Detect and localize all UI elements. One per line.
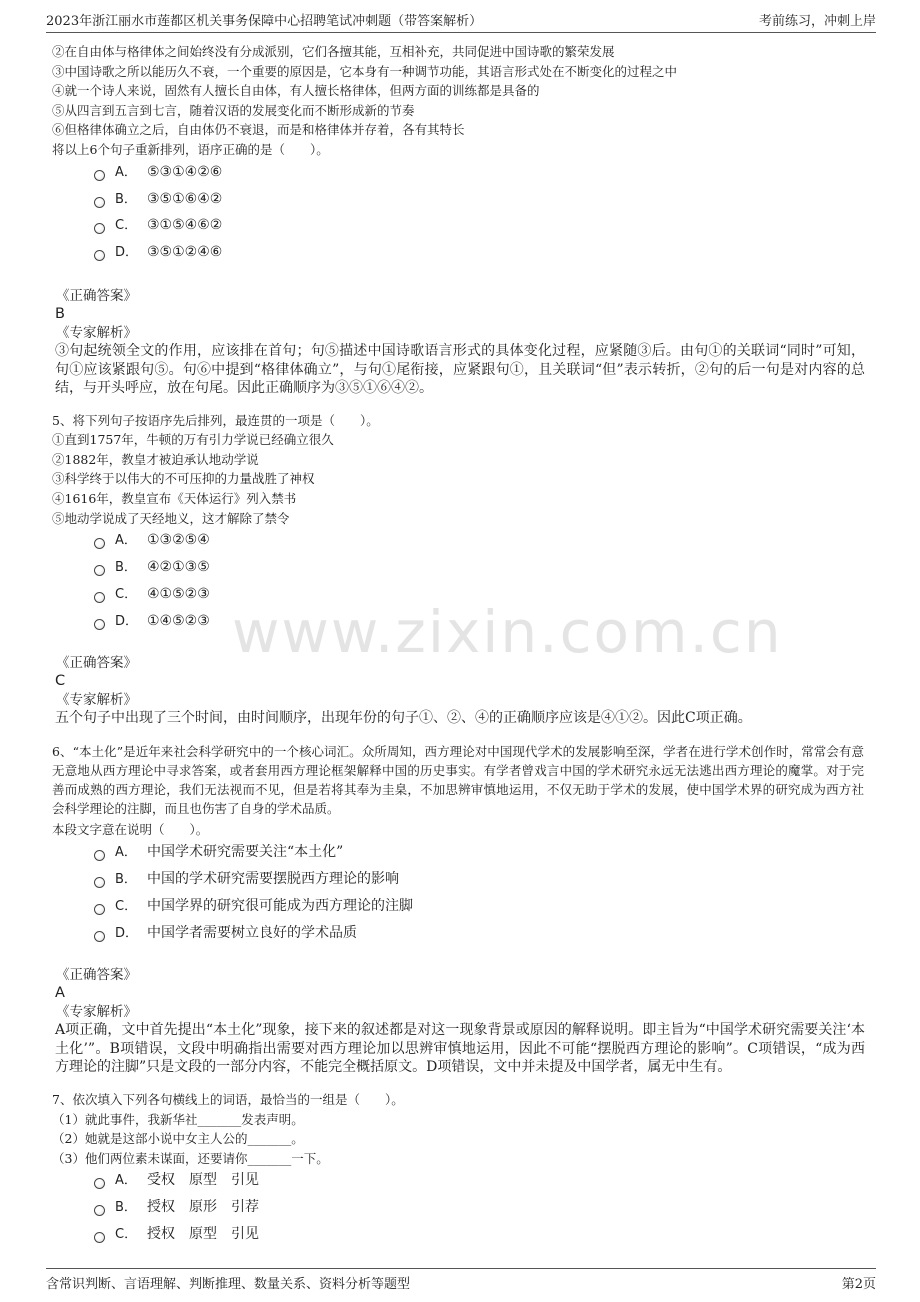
q5-sentence: ①直到1757年，牛顿的万有引力学说已经确立很久 [52, 432, 334, 447]
header-title: 2023年浙江丽水市莲都区机关事务保障中心招聘笔试冲刺题（带答案解析） [46, 14, 483, 29]
analysis-heading: 《专家解析》 [56, 692, 137, 708]
radio-button-icon[interactable] [94, 170, 105, 181]
radio-button-icon[interactable] [94, 619, 105, 630]
q7-option-a[interactable]: A． 受权 原型 引见 [94, 1169, 259, 1191]
q4-option-a[interactable]: A． ⑤③①④②⑥ [94, 161, 222, 183]
q4-sentence: ②在自由体与格律体之间始终没有分成派别，它们各擅其能，互相补充，共同促进中国诗歌的繁荣发展 [52, 44, 615, 59]
q7-item: （3）他们两位素未谋面，还要请你_______一下。 [52, 1151, 329, 1166]
answer-heading: 《正确答案》 [56, 967, 137, 983]
analysis-text: A项正确，文中首先提出“本土化”现象，接下来的叙述都是对这一现象背景或原因的解释说明。即主旨为“中国学术研究需要关注‘本土化’”。B项错误，文段中明确指出需要对西方理论加以思辨审慎地运用，因此不可能“摆脱西方理论的影响”。C项错误，“成为西方理论的注脚”只是文段的一部分内容，不能完全概括原文。D项错误，文中并未提及中国学者，属无中生有。 [55, 1022, 865, 1075]
radio-button-icon[interactable] [94, 1232, 105, 1243]
radio-button-icon[interactable] [94, 1205, 105, 1216]
answer-value: C [55, 673, 66, 689]
answer-value: A [55, 985, 65, 1001]
q4-option-c[interactable]: C． ③①⑤④⑥② [94, 214, 222, 236]
page-header [46, 6, 876, 33]
radio-button-icon[interactable] [94, 931, 105, 942]
q7-question: 7、依次填入下列各句横线上的词语，最恰当的一组是（ ）。 [52, 1092, 404, 1107]
q5-option-a[interactable]: A． ①③②⑤④ [94, 529, 210, 551]
q4-question: 将以上6个句子重新排列，语序正确的是（ ）。 [52, 142, 329, 157]
q5-option-d[interactable]: D． ①④⑤②③ [94, 610, 210, 632]
analysis-text: 五个句子中出现了三个时间，由时间顺序，出现年份的句子①、②、④的正确顺序应该是④①②。因此C项正确。 [55, 710, 752, 726]
q5-sentence: ④1616年，教皇宣布《天体运行》列入禁书 [52, 491, 297, 506]
q6-option-c[interactable]: C． 中国学界的研究很可能成为西方理论的注脚 [94, 895, 413, 917]
answer-heading: 《正确答案》 [56, 655, 137, 671]
radio-button-icon[interactable] [94, 538, 105, 549]
answer-heading: 《正确答案》 [56, 288, 137, 304]
q4-option-d[interactable]: D． ③⑤①②④⑥ [94, 241, 222, 263]
q4-sentence: ③中国诗歌之所以能历久不衰，一个重要的原因是，它本身有一种调节功能，其语言形式处在不断变化的过程之中 [52, 64, 678, 79]
watermark: www.zixin.com.cn [232, 598, 783, 666]
page-footer [46, 1268, 876, 1297]
radio-button-icon[interactable] [94, 877, 105, 888]
q7-option-b[interactable]: B． 授权 原形 引荐 [94, 1196, 259, 1218]
q5-sentence: ②1882年，教皇才被迫承认地动学说 [52, 452, 259, 467]
radio-button-icon[interactable] [94, 904, 105, 915]
q6-option-d[interactable]: D． 中国学者需要树立良好的学术品质 [94, 922, 357, 944]
radio-button-icon[interactable] [94, 1178, 105, 1189]
header-slogan: 考前练习，冲刺上岸 [758, 14, 876, 29]
radio-button-icon[interactable] [94, 223, 105, 234]
radio-button-icon[interactable] [94, 250, 105, 261]
q7-option-c[interactable]: C． 授权 原型 引见 [94, 1223, 259, 1245]
q5-question: 5、将下列句子按语序先后排列，最连贯的一项是（ ）。 [52, 413, 379, 428]
q7-item: （2）她就是这部小说中女主人公的_______。 [52, 1131, 304, 1146]
q6-option-b[interactable]: B． 中国的学术研究需要摆脱西方理论的影响 [94, 868, 399, 890]
q5-sentence: ⑤地动学说成了天经地义，这才解除了禁令 [52, 511, 290, 526]
q4-sentence: ④就一个诗人来说，固然有人擅长自由体，有人擅长格律体，但两方面的训练都是具备的 [52, 83, 540, 98]
radio-button-icon[interactable] [94, 197, 105, 208]
analysis-heading: 《专家解析》 [56, 325, 137, 341]
radio-button-icon[interactable] [94, 592, 105, 603]
radio-button-icon[interactable] [94, 850, 105, 861]
q4-option-b[interactable]: B． ③⑤①⑥④② [94, 188, 222, 210]
q5-option-c[interactable]: C． ④①⑤②③ [94, 583, 210, 605]
analysis-text: ③句起统领全文的作用，应该排在首句；句⑤描述中国诗歌语言形式的具体变化过程，应紧随③后。由句①的关联词“同时”可知，句①应该紧跟句⑤。句⑥中提到“格律体确立”，与句①尾衔接，应紧跟句①，且关联词“但”表示转折，②句的后一句是对内容的总结，与开头呼应，放在句尾。因此正确顺序为③⑤①⑥④②。 [55, 343, 865, 396]
q5-option-b[interactable]: B． ④②①③⑤ [94, 556, 210, 578]
analysis-heading: 《专家解析》 [56, 1004, 137, 1020]
q5-sentence: ③科学终于以伟大的不可压抑的力量战胜了神权 [52, 471, 315, 486]
answer-value: B [55, 306, 65, 322]
footer-topics: 含常识判断、言语理解、判断推理、数量关系、资料分析等题型 [46, 1277, 411, 1292]
q6-question: 本段文字意在说明（ ）。 [52, 822, 209, 837]
q4-sentence: ⑤从四言到五言到七言，随着汉语的发展变化而不断形成新的节奏 [52, 103, 415, 118]
q4-sentence: ⑥但格律体确立之后，自由体仍不衰退，而是和格律体并存着，各有其特长 [52, 122, 465, 137]
q6-passage: 6、“本土化”是近年来社会科学研究中的一个核心词汇。众所周知，西方理论对中国现代学术的发展影响至深，学者在进行学术创作时，常常会有意无意地从西方理论中寻求答案，或者套用西方理论框架解释中国的历史事实。有学者曾戏言中国的学术研究永远无法逃出西方理论的魔掌。对于完善而成熟的西方理论，我们无法视而不见，但是若将其奉为圭臬，不加思辨审慎地运用，不仅无助于学术的发展，使中国学术界的研究成为西方社会科学理论的注脚，而且也伤害了自身的学术品质。 [52, 744, 864, 816]
page-number: 第2页 [841, 1277, 876, 1292]
q6-option-a[interactable]: A． 中国学术研究需要关注“本土化” [94, 841, 343, 863]
q7-item: （1）就此事件，我新华社_______发表声明。 [52, 1112, 304, 1127]
radio-button-icon[interactable] [94, 565, 105, 576]
